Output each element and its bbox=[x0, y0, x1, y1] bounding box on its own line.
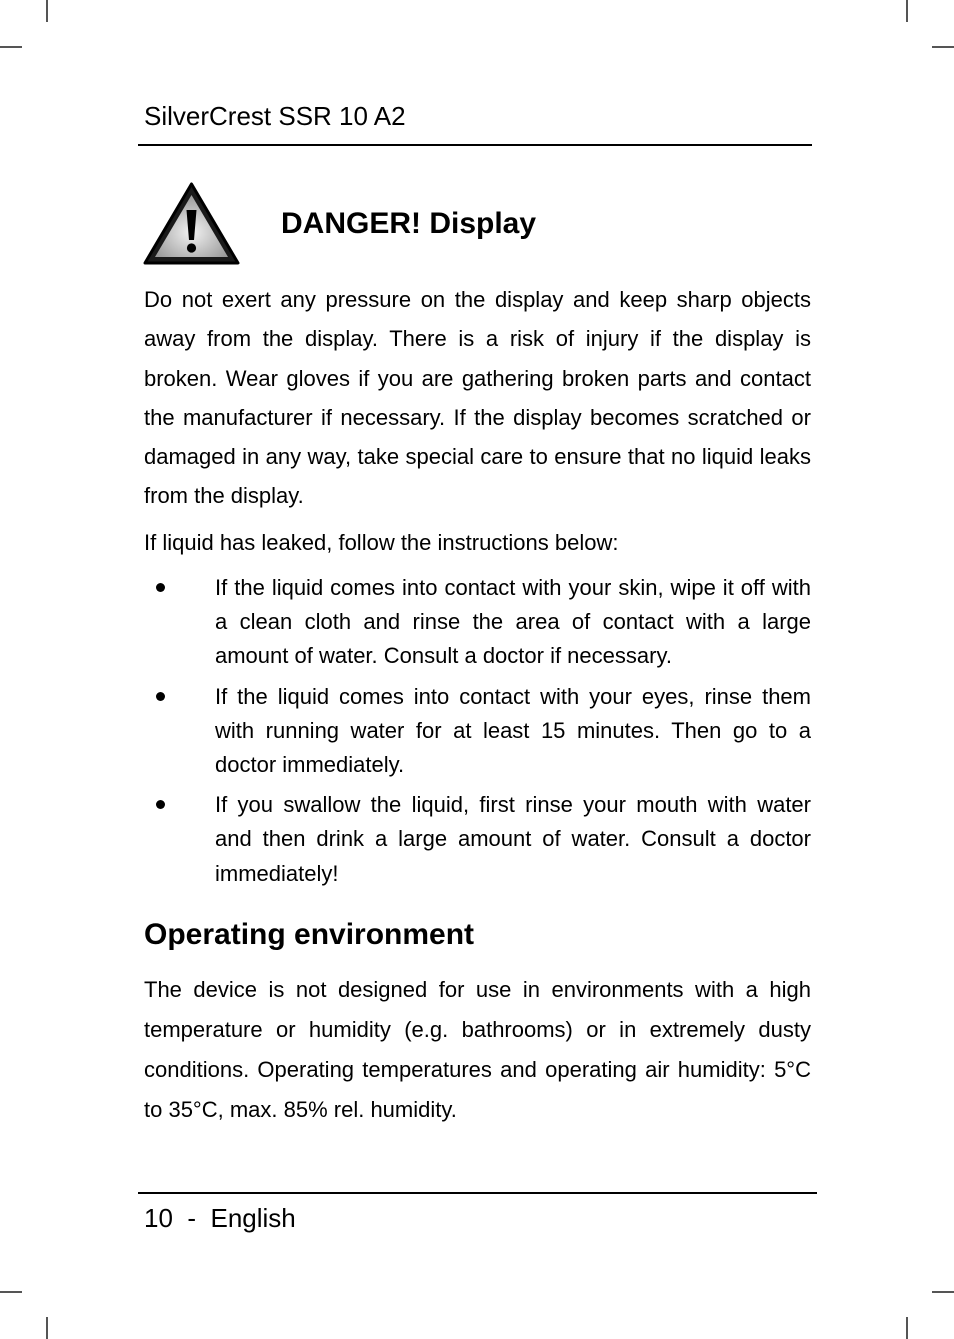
instructions-intro: If liquid has leaked, follow the instructions below: bbox=[144, 530, 619, 555]
page-footer: 10 - English bbox=[144, 1203, 296, 1233]
crop-mark bbox=[0, 46, 22, 48]
bullet-icon bbox=[156, 800, 165, 809]
crop-mark bbox=[906, 1317, 908, 1339]
document-header-title: SilverCrest SSR 10 A2 bbox=[144, 101, 406, 131]
danger-paragraph: Do not exert any pressure on the display and keep sharp objects away from the display. There is a risk of injury if the display is broken. Wear gloves if you are gathering broken parts and contact the manufacturer if necessary. If the display becomes scratched or damaged in any way, take special care to ensure that no liquid leaks from the display. bbox=[144, 287, 811, 509]
list-item-text: If the liquid comes into contact with your skin, wipe it off with a clean cloth and rinse the area of contact with a large amount of water. Consult a doctor if necessary. bbox=[215, 575, 811, 669]
list-item bbox=[144, 680, 811, 783]
danger-heading: DANGER! Display bbox=[281, 207, 537, 240]
bullet-icon bbox=[156, 583, 165, 592]
crop-mark bbox=[0, 1291, 22, 1293]
crop-mark bbox=[932, 46, 954, 48]
crop-mark bbox=[906, 0, 908, 22]
warning-triangle-icon bbox=[143, 182, 240, 265]
list-item bbox=[144, 788, 811, 891]
crop-mark bbox=[46, 1317, 48, 1339]
bullet-icon bbox=[156, 692, 165, 701]
instruction-list bbox=[144, 571, 811, 897]
operating-environment-heading: Operating environment bbox=[144, 918, 475, 951]
footer-divider bbox=[138, 1192, 817, 1194]
crop-mark bbox=[46, 0, 48, 22]
header-divider bbox=[138, 144, 812, 146]
list-item-text: If you swallow the liquid, first rinse your mouth with water and then drink a large amount of water. Consult a doctor immediately! bbox=[215, 792, 811, 886]
crop-mark bbox=[932, 1291, 954, 1293]
list-item-text: If the liquid comes into contact with your eyes, rinse them with running water for at least 15 minutes. Then go to a doctor immediately. bbox=[215, 683, 811, 778]
list-item bbox=[144, 571, 811, 674]
operating-environment-paragraph: The device is not designed for use in environments with a high temperature or humidity (e.g. bathrooms) or in extremely dusty conditions. Operating temperatures and operating air humidity: 5°C to 35°C, max. 85% rel. humidity. bbox=[144, 977, 811, 1122]
